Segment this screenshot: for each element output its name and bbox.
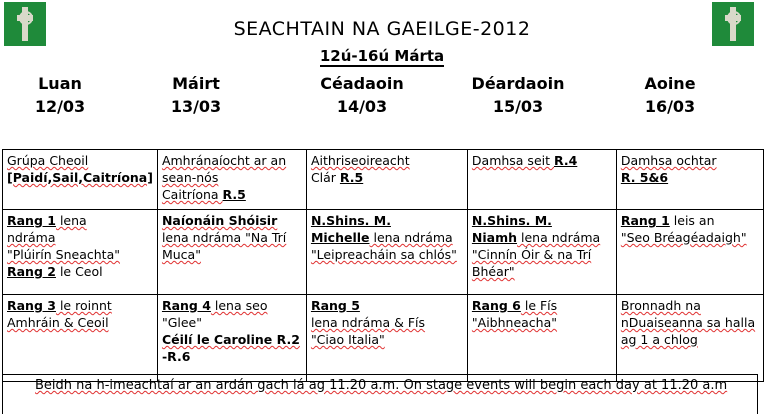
schedule-cell: Rang 3 le roinnt Amhráin & Ceoil xyxy=(3,295,158,382)
day-date: 12/03 xyxy=(34,97,86,116)
day-name: Aoine xyxy=(644,74,696,93)
day-name: Luan xyxy=(38,74,82,93)
schedule-cell: Grúpa Cheoil [Paidí,Sail,Caitríona] xyxy=(3,150,158,210)
table-row xyxy=(3,150,764,210)
date-range-subtitle: 12ú-16ú Márta xyxy=(319,47,445,65)
day-date: 13/03 xyxy=(170,97,222,116)
table-row xyxy=(3,210,764,295)
schedule-cell: Amhránaíocht ar an sean-nós Caitríona R.5 xyxy=(157,150,306,210)
day-header-deardaoin xyxy=(458,72,578,118)
schedule-cell: Rang 6 le Fís "Aibhneacha" xyxy=(467,295,616,382)
day-header-mairt xyxy=(136,72,256,118)
schedule-cell: Naíonáin Shóisir lena ndráma "Na Trí Muca" xyxy=(157,210,306,295)
schedule-table xyxy=(2,149,764,382)
day-header-ceadaoin xyxy=(302,72,422,118)
schedule-cell: Rang 1 lena ndráma "Plúirín Sneachta" Rang 2 le Ceol xyxy=(3,210,158,295)
footer-note: Beidh na h-imeachtaí ar an ardán gach lá ag 11.20 a.m. On stage events will begin each day at 11.20 a.m xyxy=(2,374,758,414)
day-name: Déardaoin xyxy=(471,74,565,93)
day-date: 14/03 xyxy=(336,97,388,116)
schedule-cell: Rang 5 lena ndráma & Fís "Ciao Italia" xyxy=(306,295,467,382)
schedule-cell: N.Shins. M. Michelle lena ndráma "Leipreacháin sa chlós" xyxy=(306,210,467,295)
table-row xyxy=(3,295,764,382)
schedule-cell: Damhsa seit R.4 xyxy=(467,150,616,210)
schedule-cell: Rang 1 leis an "Seo Bréagéadaigh" xyxy=(616,210,763,295)
day-header-aoine xyxy=(610,72,730,118)
schedule-cell: N.Shins. M. Niamh lena ndráma "Cinnín Óir & na Trí Bhéar" xyxy=(467,210,616,295)
day-date: 16/03 xyxy=(644,97,696,116)
day-name: Céadaoin xyxy=(320,74,404,93)
day-name: Máirt xyxy=(172,74,220,93)
schedule-cell: Bronnadh na nDuaiseanna sa halla ag 1 a chlog xyxy=(616,295,763,382)
day-date: 15/03 xyxy=(492,97,544,116)
schedule-cell: Rang 4 lena seo "Glee" Céilí le Caroline R.2 -R.6 xyxy=(157,295,306,382)
day-header-luan xyxy=(0,72,120,118)
page-title: SEACHTAIN NA GAEILGE-2012 xyxy=(233,18,531,40)
schedule-cell: Damhsa ochtar R. 5&6 xyxy=(616,150,763,210)
schedule-cell: Aithriseoireacht Clár R.5 xyxy=(306,150,467,210)
